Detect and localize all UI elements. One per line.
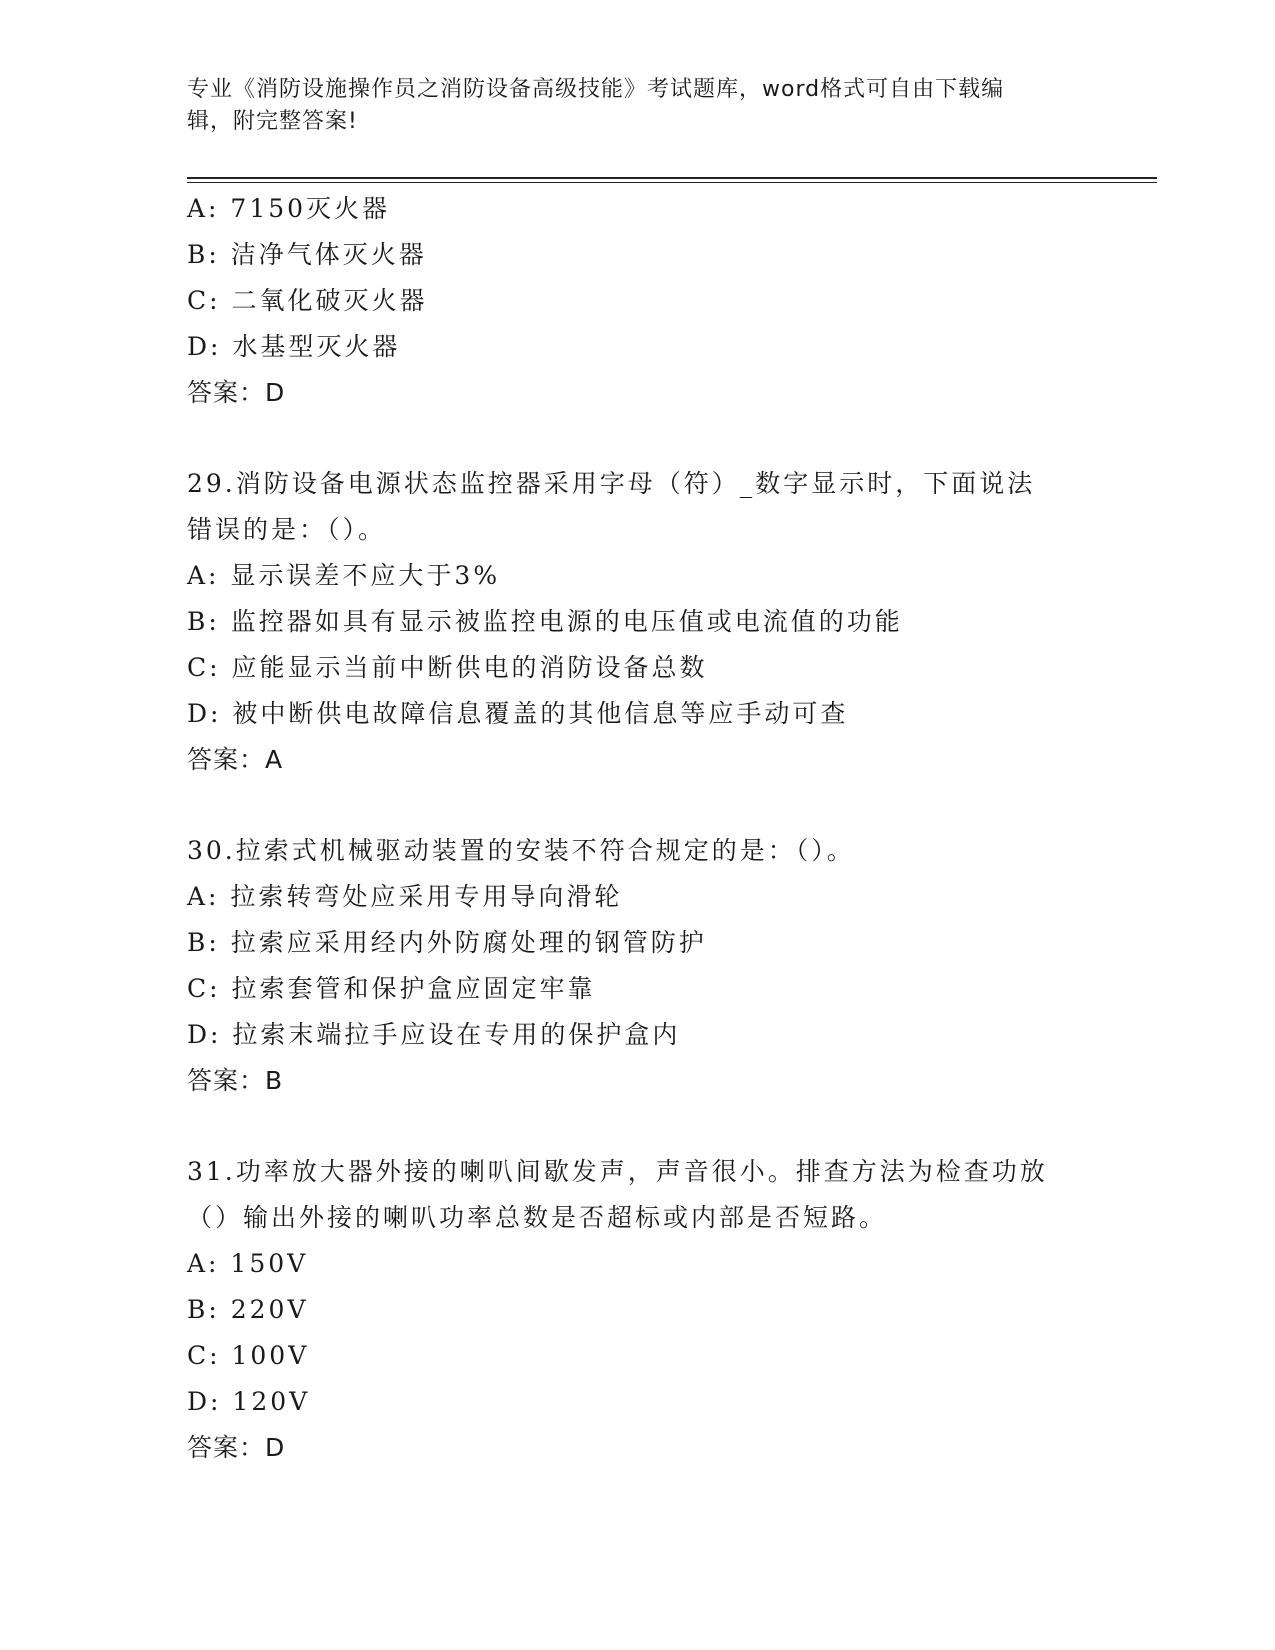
option-a: A: 7150灭火器 — [187, 194, 391, 223]
option-d: D: 被中断供电故障信息覆盖的其他信息等应手动可查 — [187, 699, 849, 728]
option-c: C: 拉索套管和保护盒应固定牢靠 — [187, 974, 596, 1003]
option-c: C: 二氧化破灭火器 — [187, 286, 428, 315]
header-line-1: 专业《消防设施操作员之消防设备高级技能》考试题库，word格式可自由下载编 — [187, 77, 1005, 102]
option-d: D: 拉索末端拉手应设在专用的保护盒内 — [187, 1020, 681, 1049]
option-d: D: 120V — [187, 1387, 311, 1416]
option-a: A: 150V — [187, 1249, 309, 1278]
option-b: B: 洁净气体灭火器 — [187, 240, 427, 269]
question-stem: 30.拉索式机械驱动装置的安装不符合规定的是：（）。 — [187, 836, 855, 865]
question-block-28 — [187, 186, 1087, 416]
answer-line: 答案：A — [187, 745, 284, 774]
question-stem: 31.功率放大器外接的喇叭间歇发声，声音很小。排查方法为检查功放 — [187, 1157, 1048, 1186]
answer-line: 答案：B — [187, 1066, 284, 1095]
question-spacer — [187, 1104, 1087, 1149]
question-stem-continued: 错误的是：（）。 — [187, 515, 387, 544]
option-d: D: 水基型灭火器 — [187, 332, 401, 361]
header-divider-thin — [187, 182, 1157, 183]
answer-line: 答案：D — [187, 1433, 286, 1462]
question-list — [187, 186, 1087, 1471]
document-header — [187, 74, 1067, 138]
question-block-31 — [187, 1149, 1087, 1471]
question-block-29 — [187, 461, 1087, 783]
option-b: B: 拉索应采用经内外防腐处理的钢管防护 — [187, 928, 707, 957]
answer-line: 答案：D — [187, 378, 286, 407]
option-a: A: 拉索转弯处应采用专用导向滑轮 — [187, 882, 623, 911]
option-b: B: 监控器如具有显示被监控电源的电压值或电流值的功能 — [187, 607, 903, 636]
question-stem-continued: （）输出外接的喇叭功率总数是否超标或内部是否短路。 — [187, 1203, 888, 1232]
option-c: C: 应能显示当前中断供电的消防设备总数 — [187, 653, 708, 682]
question-spacer — [187, 783, 1087, 828]
option-c: C: 100V — [187, 1341, 310, 1370]
header-line-2: 辑，附完整答案! — [187, 109, 358, 134]
header-divider-thick — [187, 177, 1157, 179]
question-stem: 29.消防设备电源状态监控器采用字母（符）_数字显示时，下面说法 — [187, 469, 1036, 498]
option-a: A: 显示误差不应大于3% — [187, 561, 501, 590]
option-b: B: 220V — [187, 1295, 309, 1324]
question-spacer — [187, 416, 1087, 461]
question-block-30 — [187, 828, 1087, 1104]
